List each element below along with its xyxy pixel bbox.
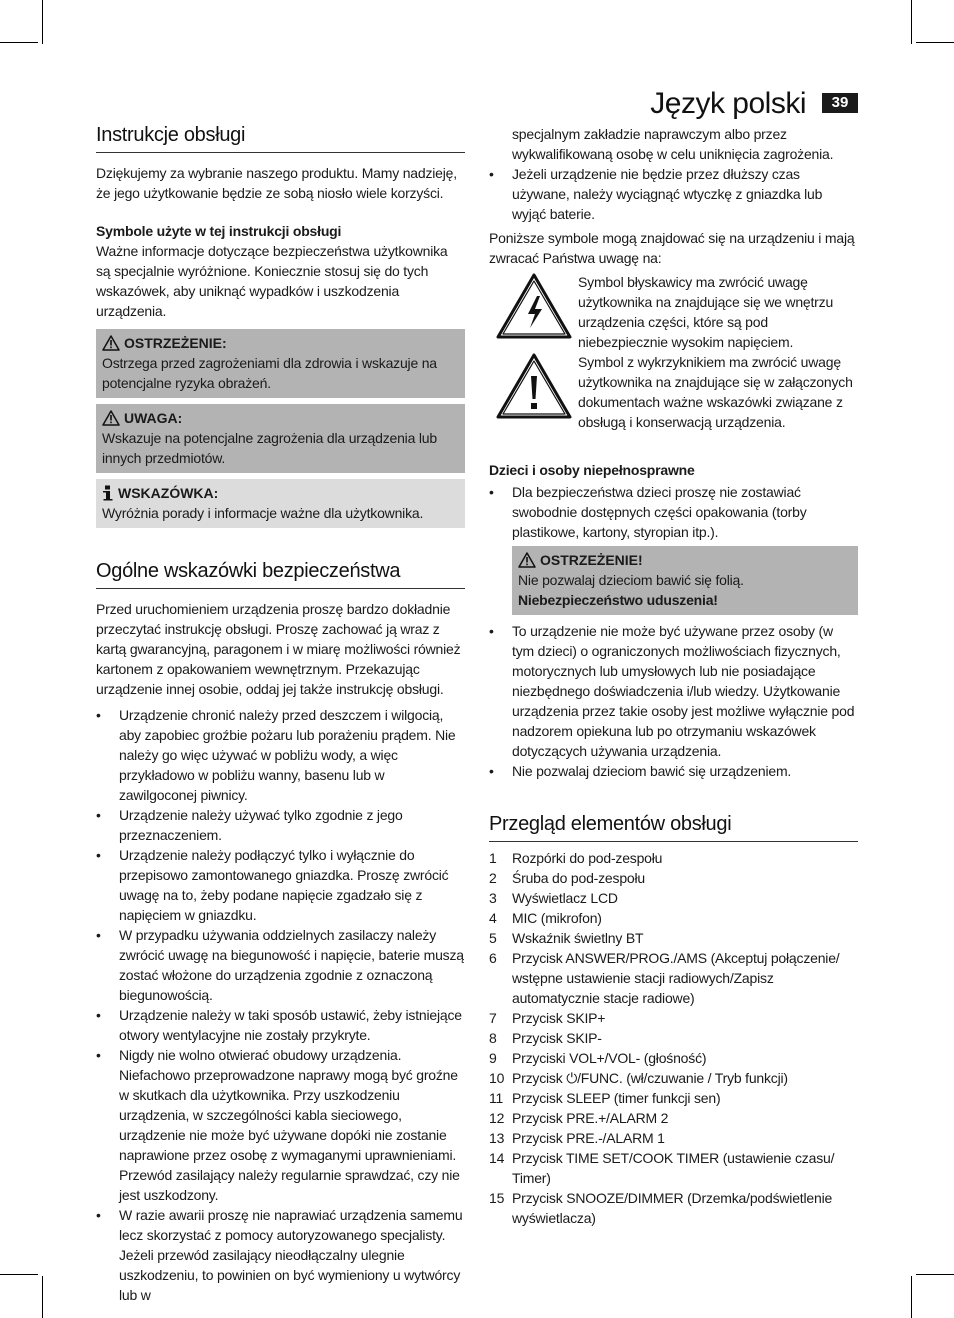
- safety-list: [96, 705, 465, 1305]
- exclamation-symbol-row: [489, 352, 858, 432]
- caution-box: [96, 404, 465, 473]
- list-item: • Urządzenie należy podłączyć tylko i wyłącznie do przepisowo zamontowanego gniazdka. Proszę zwrócić uwagę na to, żeby podane napięcie zgadzało się z napięciem w gniazdku.: [96, 845, 465, 925]
- warning-box-text: Ostrzega przed zagrożeniami dla zdrowia i wskazuje na potencjalne ryzyka obrażeń.: [102, 355, 437, 391]
- list-item: 10 Przycisk ⏻/FUNC. (wł/czuwanie / Tryb funkcji): [489, 1070, 788, 1086]
- caution-triangle-icon: [102, 410, 120, 426]
- children-box-plain: Nie pozwalaj dzieciom bawić się folią.: [518, 572, 744, 588]
- crop-mark: [42, 0, 43, 44]
- list-item: 2 Śruba do pod-zespołu: [489, 870, 645, 886]
- crop-mark: [911, 0, 912, 44]
- list-item: • Urządzenie chronić należy przed deszczem i wilgocią, aby zapobiec groźbie pożaru lub porażeniu prądem. Nie należy go więc używać w pobliżu wody, a więc przykładowo w pobliżu wanny, basenu lub w zawilgoconej piwnicy.: [96, 705, 465, 805]
- list-item: 9 Przyciski VOL+/VOL- (głośność): [489, 1050, 707, 1066]
- page-header: [560, 84, 858, 124]
- list-item: 7 Przycisk SKIP+: [489, 1010, 606, 1026]
- list-item: 11 Przycisk SLEEP (timer funkcji sen): [489, 1090, 721, 1106]
- right-column: [489, 124, 858, 1228]
- symbols-text: Ważne informacje dotyczące bezpieczeństwa użytkownika są specjalnie wyróżnione. Koniecznie stosuj się do tych wskazówek, aby uniknąć wypadków i uszkodzenia urządzenia.: [96, 243, 448, 319]
- intro-text: Dziękujemy za wybranie naszego produktu. Mamy nadzieję, że jego użytkowanie będzie ze sobą niosło wiele korzyści.: [96, 165, 457, 201]
- list-item: • Urządzenie należy w taki sposób ustawić, żeby istniejące otwory wentylacyjne nie zostały przykryte.: [96, 1005, 465, 1045]
- list-item: 6 Przycisk ANSWER/PROG./AMS (Akceptuj połączenie/ wstępne ustawienie stacji radiowych/Zapisz automatycznie stacje radiowe): [489, 950, 840, 1006]
- children-list-2: [489, 621, 858, 781]
- list-item: 3 Wyświetlacz LCD: [489, 890, 618, 906]
- children-list: [489, 482, 858, 542]
- crop-mark: [0, 42, 38, 43]
- device-symbols-intro: Poniższe symbole mogą znajdować się na urządzeniu i mają zwracać Państwa uwagę na:: [489, 230, 855, 266]
- children-heading: Dzieci i osoby niepełnosprawne: [489, 462, 695, 478]
- continued-text: specjalnym zakładzie naprawczym albo przez wykwalifikowaną osobę w celu uniknięcia zagrożenia.: [512, 126, 834, 162]
- warning-triangle-icon: [102, 335, 120, 351]
- list-item: 1 Rozpórki do pod-zespołu: [489, 850, 663, 866]
- warning-triangle-icon: [518, 552, 536, 568]
- children-warning-box: [512, 546, 858, 615]
- warning-box: [96, 329, 465, 398]
- list-item: • W razie awarii proszę nie naprawiać urządzenia samemu lecz skorzystać z pomocy autoryzowanego specjalisty. Jeżeli przewód zasilający nieodłączalny ulegnie uszkodzeniu, to powinien on być wymieniony u wytwórcy lub w: [96, 1205, 465, 1305]
- list-item: 8 Przycisk SKIP-: [489, 1030, 602, 1046]
- exclamation-symbol-text: Symbol z wykrzyknikiem ma zwrócić uwagę użytkownika na znajdujące się w załączonych dokumentach ważne wskazówki związane z obsługą i konserwacją urządzenia.: [578, 354, 853, 430]
- controls-list: [489, 848, 858, 1228]
- list-item: • W przypadku używania oddzielnych zasilaczy należy zwrócić uwagę na biegunowość i napięcie, baterie muszą zostać włożone do urządzenia zgodnie z oznaczoną biegunowością.: [96, 925, 465, 1005]
- children-box-text: [518, 570, 852, 610]
- left-column: [96, 120, 465, 1305]
- lightning-warning-icon: [495, 272, 573, 340]
- page-title: Język polski: [650, 87, 806, 120]
- list-item: • Urządzenie należy używać tylko zgodnie z jego przeznaczeniem.: [96, 805, 465, 845]
- section-heading-safety: Ogólne wskazówki bezpieczeństwa: [96, 556, 465, 589]
- list-item: • Dla bezpieczeństwa dzieci proszę nie zostawiać swobodnie dostępnych części opakowania (torby plastikowe, kartony, styropian itp.).: [489, 482, 858, 542]
- info-icon: [102, 485, 114, 501]
- list-item: • Nigdy nie wolno otwierać obudowy urządzenia. Niefachowo przeprowadzone naprawy mogą być groźne w skutkach dla użytkownika. Przy uszkodzeniu urządzenia, w szczególności kabla sieciowego, urządzenie nie może być używane dopóki nie zostanie naprawione przez osobę z wymaganymi uprawnieniami. Przewód zasilający należy regularnie sprawdzać, czy nie jest uszkodzony.: [96, 1045, 465, 1205]
- crop-mark: [916, 42, 954, 43]
- note-box: [96, 479, 465, 528]
- crop-mark: [0, 1274, 38, 1275]
- list-item: • To urządzenie nie może być używane przez osoby (w tym dzieci) o ograniczonych możliwościach fizycznych, motorycznych lub umysłowych lub nie posiadające niezbędnego doświadczenia i/lub wiedzy. Użytkowanie urządzenia przez takie osoby jest możliwe wyłącznie pod nadzorem opiekuna lub po otrzymaniu wskazówek dotyczących używania urządzenia.: [489, 621, 858, 761]
- children-box-bold: Niebezpieczeństwo uduszenia!: [518, 592, 718, 608]
- caution-box-title: UWAGA:: [124, 410, 183, 426]
- list-item: • Jeżeli urządzenie nie będzie przez dłuższy czas używane, należy wyciągnąć wtyczkę z gniazdka lub wyjąć baterie.: [489, 164, 858, 224]
- list-item: • Nie pozwalaj dzieciom bawić się urządzeniem.: [489, 761, 858, 781]
- caution-box-text: Wskazuje na potencjalne zagrożenia dla urządzenia lub innych przedmiotów.: [102, 430, 437, 466]
- children-box-title: OSTRZEŻENIE!: [540, 552, 643, 568]
- exclamation-warning-icon: [495, 352, 573, 420]
- note-box-title: WSKAZÓWKA:: [118, 485, 219, 501]
- page-number: 39: [822, 93, 858, 113]
- list-item: 14 Przycisk TIME SET/COOK TIMER (ustawienie czasu/ Timer): [489, 1150, 835, 1186]
- list-item: 5 Wskaźnik świetlny BT: [489, 930, 644, 946]
- section-heading-controls: Przegląd elementów obsługi: [489, 809, 858, 842]
- symbols-heading: Symbole użyte w tej instrukcji obsługi: [96, 223, 342, 239]
- list-item: 15 Przycisk SNOOZE/DIMMER (Drzemka/podświetlenie wyświetlacza): [489, 1190, 833, 1226]
- list-item: 12 Przycisk PRE.+/ALARM 2: [489, 1110, 669, 1126]
- crop-mark: [916, 1274, 954, 1275]
- list-item: 4 MIC (mikrofon): [489, 910, 602, 926]
- crop-mark: [42, 1276, 43, 1318]
- warning-box-title: OSTRZEŻENIE:: [124, 335, 227, 351]
- section-heading-instructions: Instrukcje obsługi: [96, 120, 465, 153]
- continued-list: [489, 164, 858, 224]
- list-item: 13 Przycisk PRE.-/ALARM 1: [489, 1130, 665, 1146]
- lightning-symbol-row: [489, 272, 858, 352]
- lightning-symbol-text: Symbol błyskawicy ma zwrócić uwagę użytkownika na znajdujące się we wnętrzu urządzenia części, które są pod niebezpiecznie wysokim napięciem.: [578, 274, 834, 350]
- safety-intro: Przed uruchomieniem urządzenia proszę bardzo dokładnie przeczytać instrukcję obsługi. Proszę zachować ją wraz z kartą gwarancyjną, paragonem i w miarę możliwości również kartonem z opakowaniem wewnętrznym. Przekazując urządzenie innej osobie, oddaj jej także instrukcję obsługi.: [96, 601, 461, 697]
- crop-mark: [911, 1276, 912, 1318]
- note-box-text: Wyróżnia porady i informacje ważne dla użytkownika.: [102, 505, 424, 521]
